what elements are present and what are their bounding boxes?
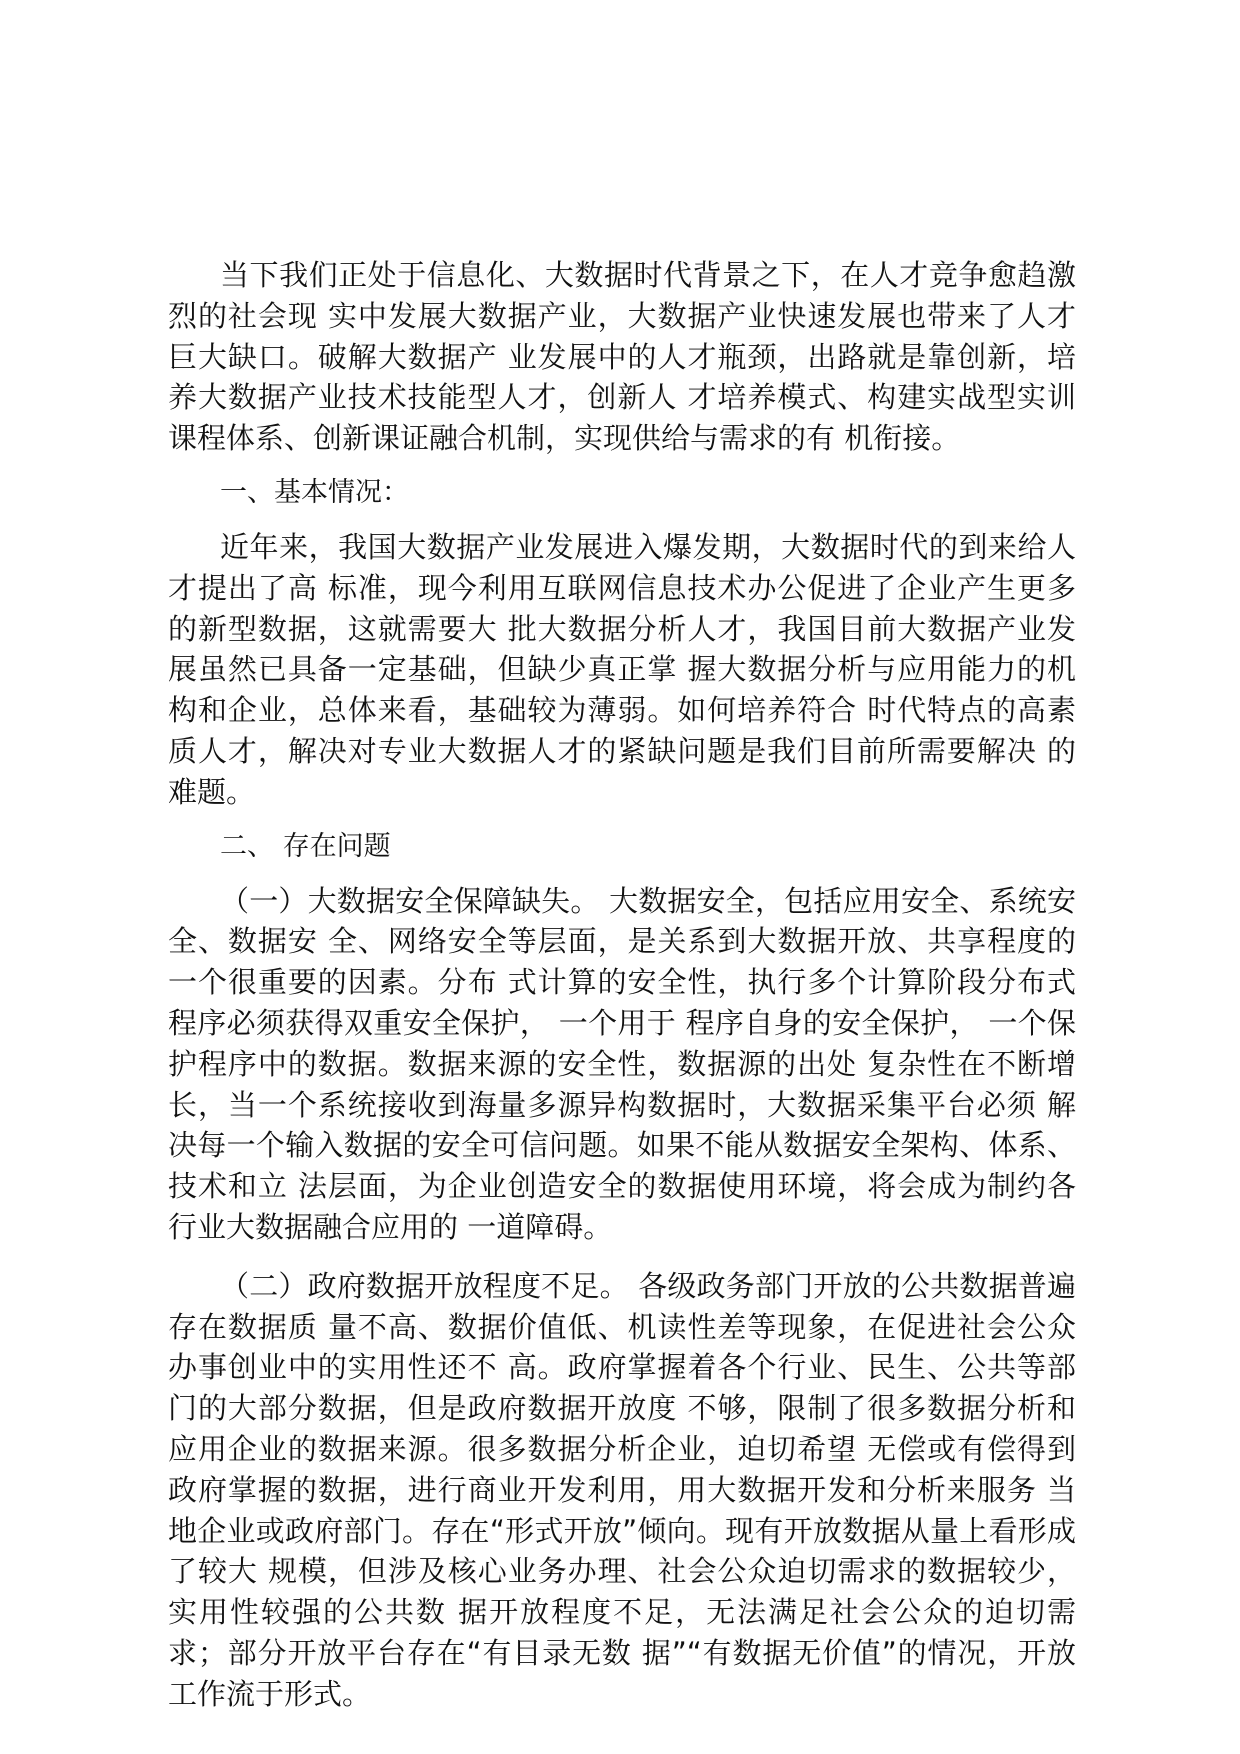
spacer: [168, 813, 1076, 827]
spacer: [168, 1248, 1076, 1266]
document-page: [168, 255, 1076, 1715]
spacer: [168, 513, 1076, 527]
intro-paragraph: 当下我们正处于信息化、大数据时代背景之下，在人才竞争愈趋激烈的社会现 实中发展大数据产业，大数据产业快速发展也带来了人才巨大缺口。破解大数据产 业发展中的人才瓶颈，出路就是靠创新，培养大数据产业技术技能型人才，创新人 才培养模式、构建实战型实训课程体系、创新课证融合机制，实现供给与需求的有 机衔接。: [168, 258, 1076, 456]
problem-1-text: 大数据安全，包括应用安全、系统安全、数据安 全、网络安全等层面，是关系到大数据开放、共享程度的一个很重要的因素。分布 式计算的安全性，执行多个计算阶段分布式程序必须获得双重安全保护， 一个用于 程序自身的安全保护， 一个保护程序中的数据。数据来源的安全性，数据源的出处 复杂性在不断增长，当一个系统接收到海量多源异构数据时，大数据采集平台必须 解决每一个输入数据的安全可信问题。如果不能从数据安全架构、体系、技术和立 法层面，为企业创造安全的数据使用环境，将会成为制约各行业大数据融合应用的 一道障碍。: [168, 883, 1076, 1244]
problem-2-text: 各级政务部门开放的公共数据普遍存在数据质 量不高、数据价值低、机读性差等现象，在促进社会公众办事创业中的实用性还不 高。政府掌握着各个行业、民生、公共等部门的大部分数据，但是政府数据开放度 不够，限制了很多数据分析和应用企业的数据来源。很多数据分析企业，迫切希望 无偿或有偿得到政府掌握的数据，进行商业开发利用，用大数据开发和分析来服务 当地企业或政府部门。存在“形式开放”倾向。现有开放数据从量上看形成了较大 规模，但涉及核心业务办理、社会公众迫切需求的数据较少，实用性较强的公共数 据开放程度不足，无法满足社会公众的迫切需求；部分开放平台存在“有目录无数 据”“有数据无价值”的情况，开放工作流于形式。: [168, 1268, 1076, 1711]
section-heading-basic: 一、基本情况：: [220, 476, 409, 508]
basic-situation-paragraph: 近年来，我国大数据产业发展进入爆发期，大数据时代的到来给人才提出了高 标准，现今利用互联网信息技术办公促进了企业产生更多的新型数据，这就需要大 批大数据分析人才，我国目前大数据产业发展虽然已具备一定基础，但缺少真正掌 握大数据分析与应用能力的机构和企业，总体来看，基础较为薄弱。如何培养符合 时代特点的高素质人才，解决对专业大数据人才的紧缺问题是我们目前所需要解决 的难题。: [168, 529, 1076, 809]
section-heading-problems: 二、 存在问题: [220, 830, 391, 862]
spacer: [168, 459, 1076, 473]
problem-2-lead: （二）政府数据开放程度不足。: [220, 1268, 629, 1303]
problem-1-lead: （一）大数据安全保障缺失。: [220, 883, 600, 918]
problem-2-paragraph: [168, 1266, 1076, 1715]
spacer: [168, 867, 1076, 881]
problem-1-paragraph: [168, 881, 1076, 1248]
